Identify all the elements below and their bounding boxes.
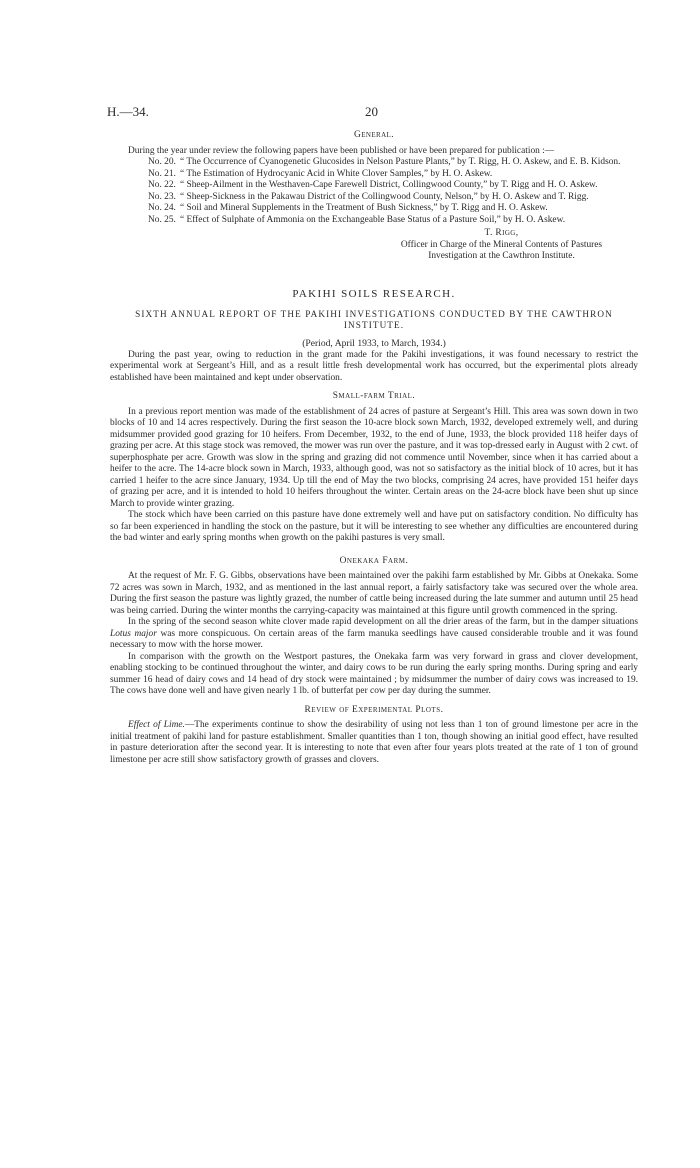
publication-title: “ The Estimation of Hydrocyanic Acid in White Clover Samples,” by H. O. Askew. xyxy=(180,168,493,179)
publication-title: “ Sheep-Sickness in the Pakawau District of the Collingwood County, Nelson,” by H. O. Askew and T. Rigg. xyxy=(180,191,589,202)
publication-number: No. 21. xyxy=(148,168,176,179)
publication-item xyxy=(148,169,638,181)
publication-title: “ The Occurrence of Cyanogenetic Glucosides in Nelson Pasture Plants,” by T. Rigg, H. O. Askew, and E. B. Kidson. xyxy=(180,157,621,167)
onekaka-heading: Onekaka Farm. xyxy=(339,555,409,566)
text-run: In the spring of the second season white clover made rapid development on all the drier areas of the farm, but in the damper situations xyxy=(128,617,638,627)
lime-label: Effect of Lime. xyxy=(128,720,185,730)
publication-list xyxy=(148,157,638,226)
onekaka-paragraph xyxy=(110,617,638,652)
small-farm-paragraph: In a previous report mention was made of the establishment of 24 acres of pasture at Sergeant’s Hill. This area was sown down in two blocks of 10 and 14 acres respectively. During the first season the 10-acre block sown March, 1932, developed extremely well, and during midsummer provided good grazing for 10 heifers. From December, 1932, to the end of June, 1933, the block provided 118 heifer days of grazing per acre. At this stage stock was removed, the mower was run over the pasture, and it was top-dressed early in August with 2 cwt. of superphosphate per acre. Growth was slow in the spring and grazing did not commence until November, since when it has carried about a heifer to the acre. The 14-acre block sown in March, 1933, although good, was not so satisfactory as the initial block of 10 acres, but it has carried 1 heifer to the acre since January, 1934. Up till the end of May the two blocks, comprising 24 acres, have provided 151 heifer days of grazing per acre, and it is intended to hold 10 heifers throughout the winter. Certain areas on the 24-acre block have been shut up since March to provide winter grazing. xyxy=(110,406,638,509)
publication-title: “ Effect of Sulphate of Ammonia on the Exchangeable Base Status of a Pasture Soil,” by H. O. Askew. xyxy=(180,214,566,225)
publication-number: No. 24. xyxy=(148,203,176,213)
review-heading: Review of Experimental Plots. xyxy=(304,704,444,715)
publication-item xyxy=(148,203,638,215)
publication-number: No. 25. xyxy=(148,214,176,225)
pakihi-intro: During the past year, owing to reduction in the grant made for the Pakihi investigations, it was found necessary to restrict the experimental work at Sergeant’s Hill, and as a result little fresh developmental work has occurred, but the experimental plots already established have been maintained and kept under observation. xyxy=(110,349,638,383)
general-intro: During the year under review the following papers have been published or have been prepared for publication :— xyxy=(128,145,555,156)
document-body xyxy=(110,130,638,766)
section-subtitle: SIXTH ANNUAL REPORT OF THE PAKIHI INVESTIGATIONS CONDUCTED BY THE CAWTHRON INSTITUTE. xyxy=(135,309,613,330)
publication-number: No. 22. xyxy=(148,180,176,190)
lime-paragraph xyxy=(110,720,638,766)
section-title: PAKIHI SOILS RESEARCH. xyxy=(292,287,456,300)
publication-number: No. 23. xyxy=(148,191,176,202)
signature-name: T. Rigg, xyxy=(484,228,519,238)
publication-item xyxy=(148,215,638,227)
report-period: (Period, April 1933, to March, 1934.) xyxy=(302,338,446,349)
page-reference: H.—34. xyxy=(107,104,149,119)
publication-item xyxy=(148,157,638,169)
publication-title: “ Soil and Mineral Supplements in the Treatment of Bush Sickness,” by T. Rigg and H. O. Askew. xyxy=(180,203,548,213)
publication-number: No. 20. xyxy=(148,157,176,167)
small-farm-paragraph: The stock which have been carried on this pasture have done extremely well and have put on satisfactory condition. No difficulty has so far been experienced in handling the stock on the pasture, but it will be interesting to see whether any difficulties are encountered during the bad winter and early spring months when growth on the pakihi pastures is very small. xyxy=(110,510,638,543)
publication-title: “ Sheep-Ailment in the Westhaven-Cape Farewell District, Collingwood County,” by T. Rigg and H. O. Askew. xyxy=(180,180,598,190)
text-run: was more conspicuous. On certain areas of the farm manuka seedlings have caused considerable trouble and it was found necessary to mow with the horse mower. xyxy=(110,628,638,650)
general-heading: General. xyxy=(354,130,394,140)
signature-block xyxy=(365,228,638,263)
signature-institution: Investigation at the Cawthron Institute. xyxy=(428,251,575,261)
onekaka-paragraph: In comparison with the growth on the Westport pastures, the Onekaka farm was very forward in grass and clover development, enabling stocking to be continued throughout the winter, and dairy cows to be run during the early spring months. During spring and early summer 16 head of dairy cows and 14 head of dry stock were maintained ; by midsummer the number of dairy cows was increased to 19. The cows have done well and have given nearly 1 lb. of butterfat per cow per day during the summer. xyxy=(110,651,638,696)
signature-title: Officer in Charge of the Mineral Contents of Pastures xyxy=(400,239,603,250)
small-farm-heading: Small-farm Trial. xyxy=(332,391,416,401)
publication-item xyxy=(148,192,638,204)
species-name: Lotus major xyxy=(110,628,157,639)
lime-text: —The experiments continue to show the desirability of using not less than 1 ton of ground limestone per acre in the initial treatment of pakihi land for pasture establishment. Smaller quantities than 1 ton, though showing an initial good effect, have resulted in pasture deterioration after the second year. It is interesting to note that even after four years plots treated at the rate of 1 ton of ground limestone per acre still show satisfactory growth of grasses and clovers. xyxy=(110,720,638,765)
publication-item xyxy=(148,180,638,192)
page-number: 20 xyxy=(365,104,378,119)
onekaka-paragraph: At the request of Mr. F. G. Gibbs, observations have been maintained over the pakihi farm established by Mr. Gibbs at Onekaka. Some 72 acres was sown in March, 1932, and as mentioned in the last annual report, a fairly satisfactory take was secured over the whole area. During the first season the pasture was lightly grazed, the number of cattle being increased during the late summer and autumn until 25 head was being carried. During the winter months the carrying-capacity was maintained at this figure until growth commenced in the spring. xyxy=(110,571,638,616)
